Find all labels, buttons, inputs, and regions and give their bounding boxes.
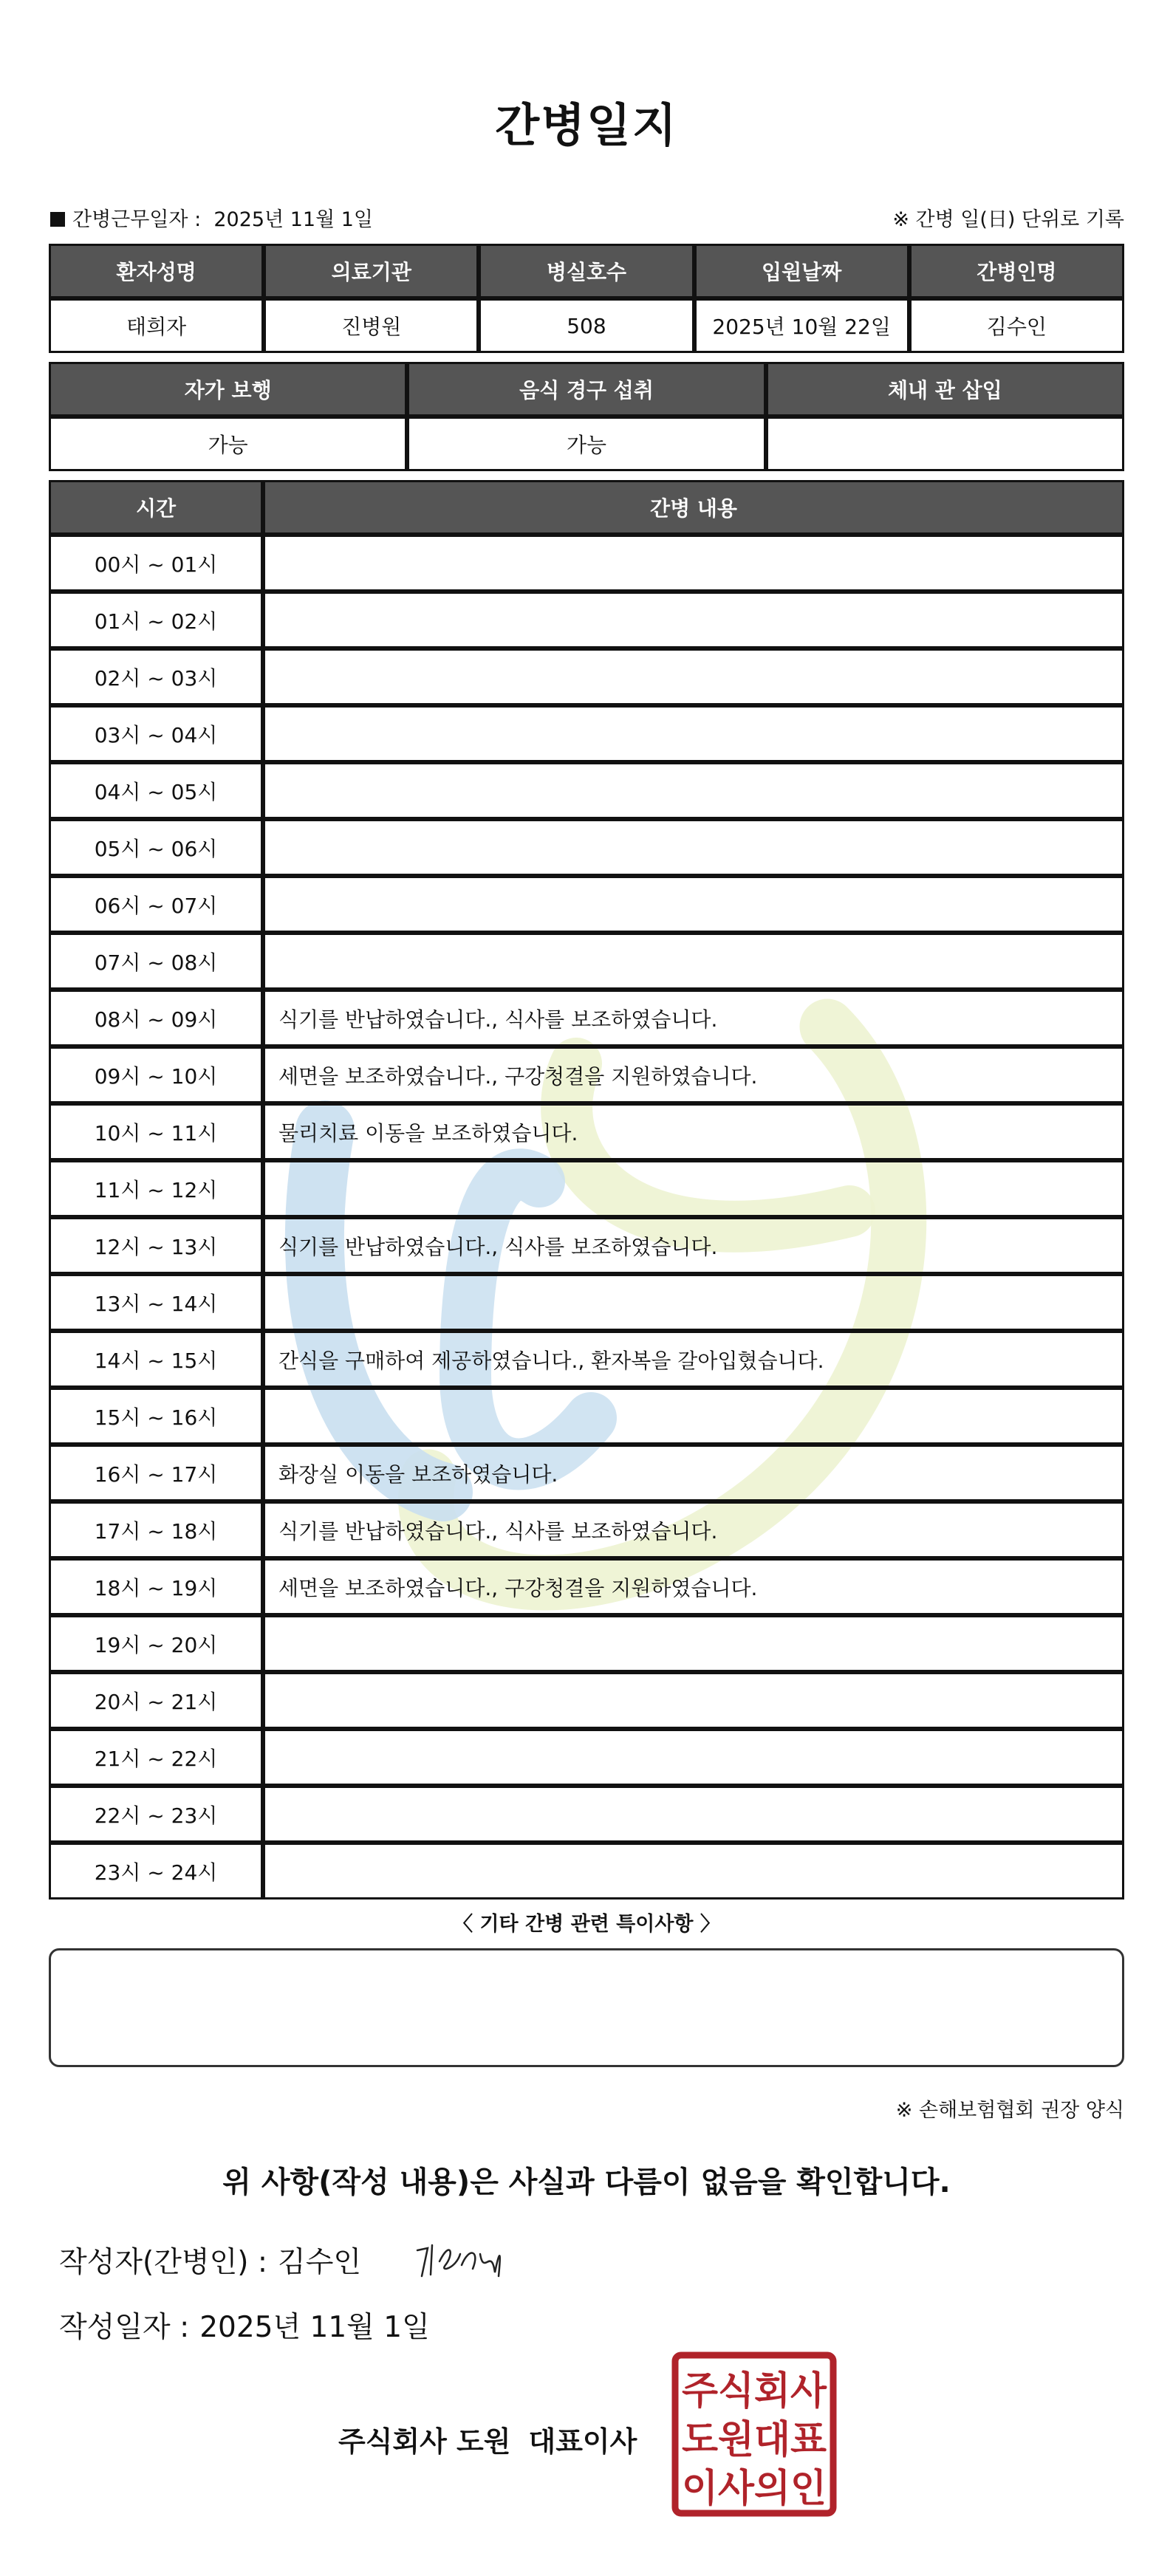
tube-insertion-header: 체내 관 삽입 bbox=[766, 362, 1124, 417]
log-time-cell: 02시 ~ 03시 bbox=[49, 648, 263, 705]
log-time-cell: 16시 ~ 17시 bbox=[49, 1445, 263, 1501]
patient-value-row bbox=[49, 298, 1124, 353]
log-content-cell: 식기를 반납하였습니다., 식사를 보조하였습니다. bbox=[263, 990, 1124, 1046]
tube-insertion-value bbox=[766, 417, 1124, 471]
log-content-cell: 물리치료 이동을 보조하였습니다. bbox=[263, 1103, 1124, 1160]
log-row bbox=[49, 1501, 1124, 1558]
content-header: 간병 내용 bbox=[263, 480, 1124, 535]
log-content-cell bbox=[263, 1274, 1124, 1331]
log-row bbox=[49, 1103, 1124, 1160]
log-time-cell: 22시 ~ 23시 bbox=[49, 1786, 263, 1843]
seal-line-3: 이사의인 bbox=[682, 2467, 827, 2511]
remarks-title: 〈 기타 간병 관련 특이사항 〉 bbox=[453, 1913, 720, 1936]
log-content-cell: 세면을 보조하였습니다., 구강청결을 지원하였습니다. bbox=[263, 1046, 1124, 1103]
log-time-cell: 04시 ~ 05시 bbox=[49, 762, 263, 819]
log-content-cell bbox=[263, 1729, 1124, 1786]
log-row bbox=[49, 1274, 1124, 1331]
written-date-value: 2025년 11월 1일 bbox=[199, 2311, 430, 2344]
log-content-cell bbox=[263, 819, 1124, 876]
hourly-log-table bbox=[49, 480, 1124, 1900]
log-time-cell: 19시 ~ 20시 bbox=[49, 1615, 263, 1672]
log-time-cell: 06시 ~ 07시 bbox=[49, 876, 263, 933]
log-content-cell bbox=[263, 1615, 1124, 1672]
log-time-cell: 09시 ~ 10시 bbox=[49, 1046, 263, 1103]
log-content-cell bbox=[263, 1786, 1124, 1843]
log-row bbox=[49, 819, 1124, 876]
confirmation-statement: 위 사항(작성 내용)은 사실과 다름이 없음을 확인합니다. bbox=[222, 2165, 951, 2199]
work-date-value: 2025년 11월 1일 bbox=[213, 208, 374, 231]
patient-name-value: 태희자 bbox=[49, 298, 264, 353]
room-number-header: 병실호수 bbox=[479, 244, 694, 298]
log-row bbox=[49, 1672, 1124, 1729]
log-time-cell: 14시 ~ 15시 bbox=[49, 1331, 263, 1388]
writer-label: 작성자(간병인) : bbox=[59, 2246, 268, 2279]
patient-header-row bbox=[49, 244, 1124, 298]
work-date-line bbox=[50, 203, 373, 232]
writer-name: 김수인 bbox=[278, 2246, 362, 2279]
log-time-cell: 18시 ~ 19시 bbox=[49, 1558, 263, 1615]
log-time-cell: 20시 ~ 21시 bbox=[49, 1672, 263, 1729]
company-title: 대표이사 bbox=[528, 2425, 637, 2458]
record-note: ※ 간병 일(日) 단위로 기록 bbox=[892, 208, 1124, 231]
log-content-cell bbox=[263, 592, 1124, 648]
log-time-cell: 07시 ~ 08시 bbox=[49, 933, 263, 990]
page-title: 간병일지 bbox=[495, 98, 678, 152]
caregiver-name-header: 간병인명 bbox=[909, 244, 1124, 298]
log-content-cell: 간식을 구매하여 제공하였습니다., 환자복을 갈아입혔습니다. bbox=[263, 1331, 1124, 1388]
log-row bbox=[49, 876, 1124, 933]
log-row bbox=[49, 1445, 1124, 1501]
log-time-cell: 13시 ~ 14시 bbox=[49, 1274, 263, 1331]
log-row bbox=[49, 990, 1124, 1046]
log-content-cell bbox=[263, 1843, 1124, 1900]
oral-intake-value: 가능 bbox=[407, 417, 765, 471]
oral-intake-header: 음식 경구 섭취 bbox=[407, 362, 765, 417]
status-value-row bbox=[49, 417, 1124, 471]
walking-header: 자가 보행 bbox=[49, 362, 407, 417]
company-name: 주식회사 도원 bbox=[338, 2425, 511, 2458]
log-row bbox=[49, 1786, 1124, 1843]
log-time-cell: 23시 ~ 24시 bbox=[49, 1843, 263, 1900]
work-date-label: 간병근무일자 : bbox=[72, 208, 202, 231]
company-line bbox=[338, 2419, 637, 2459]
log-time-cell: 12시 ~ 13시 bbox=[49, 1217, 263, 1274]
caregiver-name-value: 김수인 bbox=[909, 298, 1124, 353]
log-row bbox=[49, 1843, 1124, 1900]
log-content-cell: 식기를 반납하였습니다., 식사를 보조하였습니다. bbox=[263, 1217, 1124, 1274]
log-row bbox=[49, 1388, 1124, 1445]
log-content-cell: 식기를 반납하였습니다., 식사를 보조하였습니다. bbox=[263, 1501, 1124, 1558]
seal-line-1: 주식회사 bbox=[682, 2369, 827, 2414]
patient-info-table bbox=[49, 244, 1124, 353]
log-content-cell bbox=[263, 876, 1124, 933]
log-row bbox=[49, 1217, 1124, 1274]
log-row bbox=[49, 1729, 1124, 1786]
log-content-cell bbox=[263, 762, 1124, 819]
log-row bbox=[49, 1160, 1124, 1217]
log-content-cell bbox=[263, 535, 1124, 592]
log-header-row bbox=[49, 480, 1124, 535]
log-content-cell bbox=[263, 1672, 1124, 1729]
log-time-cell: 15시 ~ 16시 bbox=[49, 1388, 263, 1445]
log-time-cell: 00시 ~ 01시 bbox=[49, 535, 263, 592]
log-time-cell: 05시 ~ 06시 bbox=[49, 819, 263, 876]
admission-date-value: 2025년 10월 22일 bbox=[694, 298, 909, 353]
log-row bbox=[49, 705, 1124, 762]
log-content-cell bbox=[263, 648, 1124, 705]
square-bullet-icon bbox=[50, 212, 65, 227]
seal-line-2: 도원대표 bbox=[682, 2418, 827, 2462]
log-time-cell: 21시 ~ 22시 bbox=[49, 1729, 263, 1786]
status-header-row bbox=[49, 362, 1124, 417]
hospital-value: 진병원 bbox=[264, 298, 479, 353]
time-header: 시간 bbox=[49, 480, 263, 535]
log-row bbox=[49, 592, 1124, 648]
written-date-label: 작성일자 : bbox=[59, 2311, 190, 2344]
log-content-cell bbox=[263, 1388, 1124, 1445]
log-content-cell bbox=[263, 705, 1124, 762]
log-time-cell: 11시 ~ 12시 bbox=[49, 1160, 263, 1217]
patient-name-header: 환자성명 bbox=[49, 244, 264, 298]
log-row bbox=[49, 1615, 1124, 1672]
form-note: ※ 손해보험협회 권장 양식 bbox=[895, 2099, 1124, 2122]
log-row bbox=[49, 933, 1124, 990]
hospital-header: 의료기관 bbox=[264, 244, 479, 298]
log-time-cell: 03시 ~ 04시 bbox=[49, 705, 263, 762]
remarks-box bbox=[49, 1948, 1124, 2067]
handwritten-signature bbox=[410, 2232, 521, 2287]
log-content-cell bbox=[263, 1160, 1124, 1217]
log-content-cell: 세면을 보조하였습니다., 구강청결을 지원하였습니다. bbox=[263, 1558, 1124, 1615]
log-row bbox=[49, 1558, 1124, 1615]
log-row bbox=[49, 648, 1124, 705]
walking-value: 가능 bbox=[49, 417, 407, 471]
patient-status-table bbox=[49, 362, 1124, 471]
company-seal-stamp bbox=[671, 2351, 838, 2518]
log-content-cell: 화장실 이동을 보조하였습니다. bbox=[263, 1445, 1124, 1501]
log-content-cell bbox=[263, 933, 1124, 990]
log-row bbox=[49, 1046, 1124, 1103]
log-row bbox=[49, 535, 1124, 592]
admission-date-header: 입원날짜 bbox=[694, 244, 909, 298]
room-number-value: 508 bbox=[479, 298, 694, 353]
log-row bbox=[49, 762, 1124, 819]
log-row bbox=[49, 1331, 1124, 1388]
written-date-line bbox=[59, 2304, 430, 2346]
log-time-cell: 08시 ~ 09시 bbox=[49, 990, 263, 1046]
writer-line bbox=[59, 2239, 361, 2281]
log-time-cell: 01시 ~ 02시 bbox=[49, 592, 263, 648]
log-time-cell: 17시 ~ 18시 bbox=[49, 1501, 263, 1558]
log-time-cell: 10시 ~ 11시 bbox=[49, 1103, 263, 1160]
